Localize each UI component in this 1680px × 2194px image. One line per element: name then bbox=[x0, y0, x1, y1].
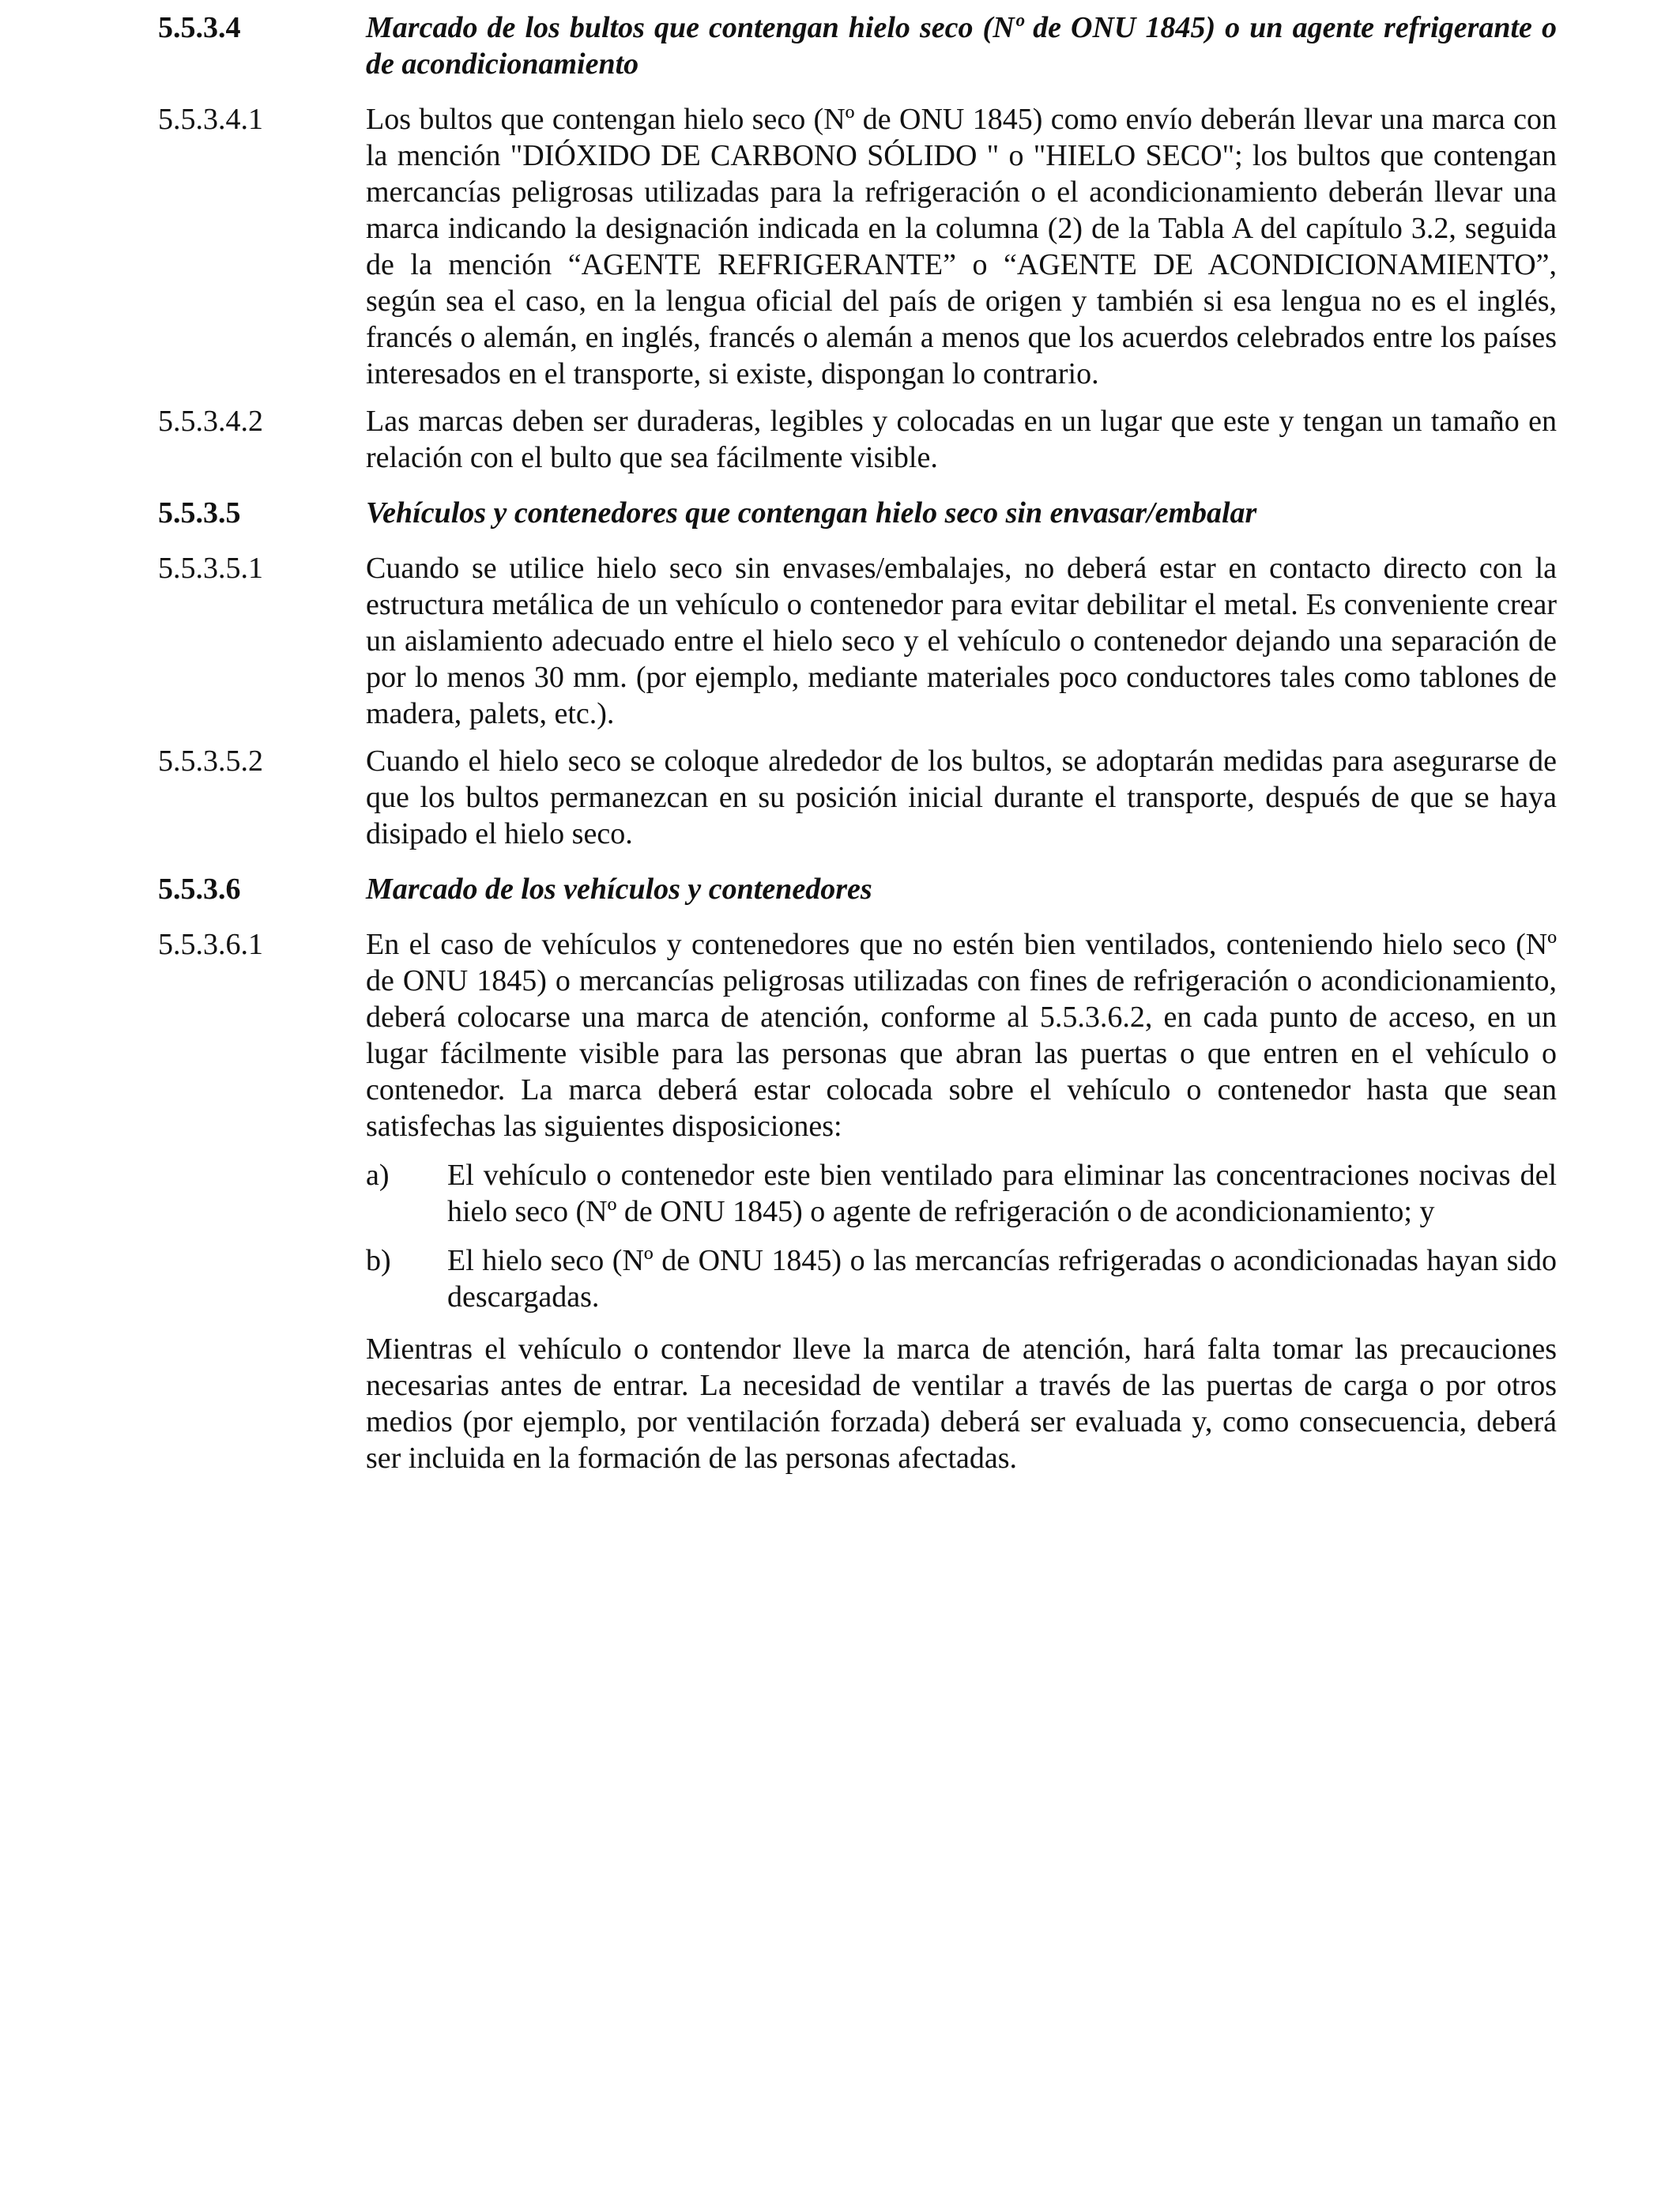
paragraph-number: 5.5.3.5.1 bbox=[158, 552, 263, 585]
paragraph-text: Los bultos que contengan hielo seco (Nº de ONU 1845) como envío deberán llevar una marca con la mención "DIÓXIDO DE CARBONO SÓLIDO " o "HIELO SECO"; los bultos que contengan mercancías peligrosas utilizadas para la refrigeración o el acondicionamiento deberán llevar una marca indicando la designación indicada en la columna (2) de la Tabla A del capítulo 3.2, seguida de la mención “AGENTE REFRIGERANTE” o “AGENTE DE ACONDICIONAMIENTO”, según sea el caso, en la lengua oficial del país de origen y también si esa lengua no es el inglés, francés o alemán, en inglés, francés o alemán a menos que los acuerdos celebrados entre los países interesados en el transporte, si existe, dispongan lo contrario. bbox=[366, 103, 1557, 390]
section-number: 5.5.3.6 bbox=[158, 873, 241, 906]
section-heading-5535 bbox=[158, 495, 1557, 531]
paragraph-55361 bbox=[158, 926, 1557, 1476]
paragraph-text: Cuando el hielo seco se coloque alrededor de los bultos, se adoptarán medidas para asegurarse de que los bultos permanezcan en su posición inicial durante el transporte, después de que se haya disipado el hielo seco. bbox=[366, 745, 1557, 850]
section-title: Marcado de los vehículos y contenedores bbox=[366, 873, 872, 906]
paragraph-55352 bbox=[158, 743, 1557, 852]
list-item-label: a) bbox=[366, 1159, 390, 1192]
list-item-text: El hielo seco (Nº de ONU 1845) o las mercancías refrigeradas o acondicionadas hayan sido descargadas. bbox=[447, 1244, 1557, 1314]
paragraph-text: Las marcas deben ser duraderas, legibles y colocadas en un lugar que este y tengan un tamaño en relación con el bulto que sea fácilmente visible. bbox=[366, 405, 1557, 474]
paragraph-55341 bbox=[158, 101, 1557, 392]
paragraph-number: 5.5.3.4.2 bbox=[158, 405, 263, 438]
paragraph-number: 5.5.3.5.2 bbox=[158, 745, 263, 778]
list-item-text: El vehículo o contenedor este bien ventilado para eliminar las concentraciones nocivas del hielo seco (Nº de ONU 1845) o agente de refrigeración o de acondicionamiento; y bbox=[447, 1159, 1557, 1228]
document-page bbox=[158, 9, 1557, 1476]
section-heading-5536 bbox=[158, 871, 1557, 907]
paragraph-55342 bbox=[158, 403, 1557, 476]
list-item-label: b) bbox=[366, 1244, 391, 1277]
paragraph-text: Cuando se utilice hielo seco sin envases/embalajes, no deberá estar en contacto directo con la estructura metálica de un vehículo o contenedor para evitar debilitar el metal. Es conveniente crear un aislamiento adecuado entre el hielo seco y el vehículo o contenedor dejando una separación de por lo menos 30 mm. (por ejemplo, mediante materiales poco conductores tales como tablones de madera, palets, etc.). bbox=[366, 552, 1557, 730]
section-title: Vehículos y contenedores que contengan hielo seco sin envasar/embalar bbox=[366, 496, 1257, 530]
paragraph-number: 5.5.3.4.1 bbox=[158, 103, 263, 136]
section-heading-5534 bbox=[158, 9, 1557, 82]
closing-paragraph: Mientras el vehículo o contendor lleve la marca de atención, hará falta tomar las precauciones necesarias antes de entrar. La necesidad de ventilar a través de las puertas de carga o por otros medios (por ejemplo, por ventilación forzada) deberá ser evaluada y, como consecuencia, deberá ser incluida en la formación de las personas afectadas. bbox=[366, 1333, 1557, 1475]
paragraph-text: En el caso de vehículos y contenedores que no estén bien ventilados, conteniendo hielo seco (Nº de ONU 1845) o mercancías peligrosas utilizadas con fines de refrigeración o acondicionamiento, deberá colocarse una marca de atención, conforme al 5.5.3.6.2, en cada punto de acceso, en un lugar fácilmente visible para las personas que abran las puertas o que entren en el vehículo o contenedor. La marca deberá estar colocada sobre el vehículo o contenedor hasta que sean satisfechas las siguientes disposiciones: bbox=[366, 928, 1557, 1143]
paragraph-55351 bbox=[158, 550, 1557, 732]
section-title: Marcado de los bultos que contengan hielo seco (Nº de ONU 1845) o un agente refrigerante o de acondicionamiento bbox=[366, 11, 1557, 81]
section-number: 5.5.3.5 bbox=[158, 496, 241, 530]
list-item-a bbox=[366, 1157, 1557, 1230]
section-number: 5.5.3.4 bbox=[158, 11, 241, 44]
list-item-b bbox=[366, 1242, 1557, 1315]
paragraph-number: 5.5.3.6.1 bbox=[158, 928, 263, 961]
paragraph-body bbox=[366, 926, 1557, 1476]
